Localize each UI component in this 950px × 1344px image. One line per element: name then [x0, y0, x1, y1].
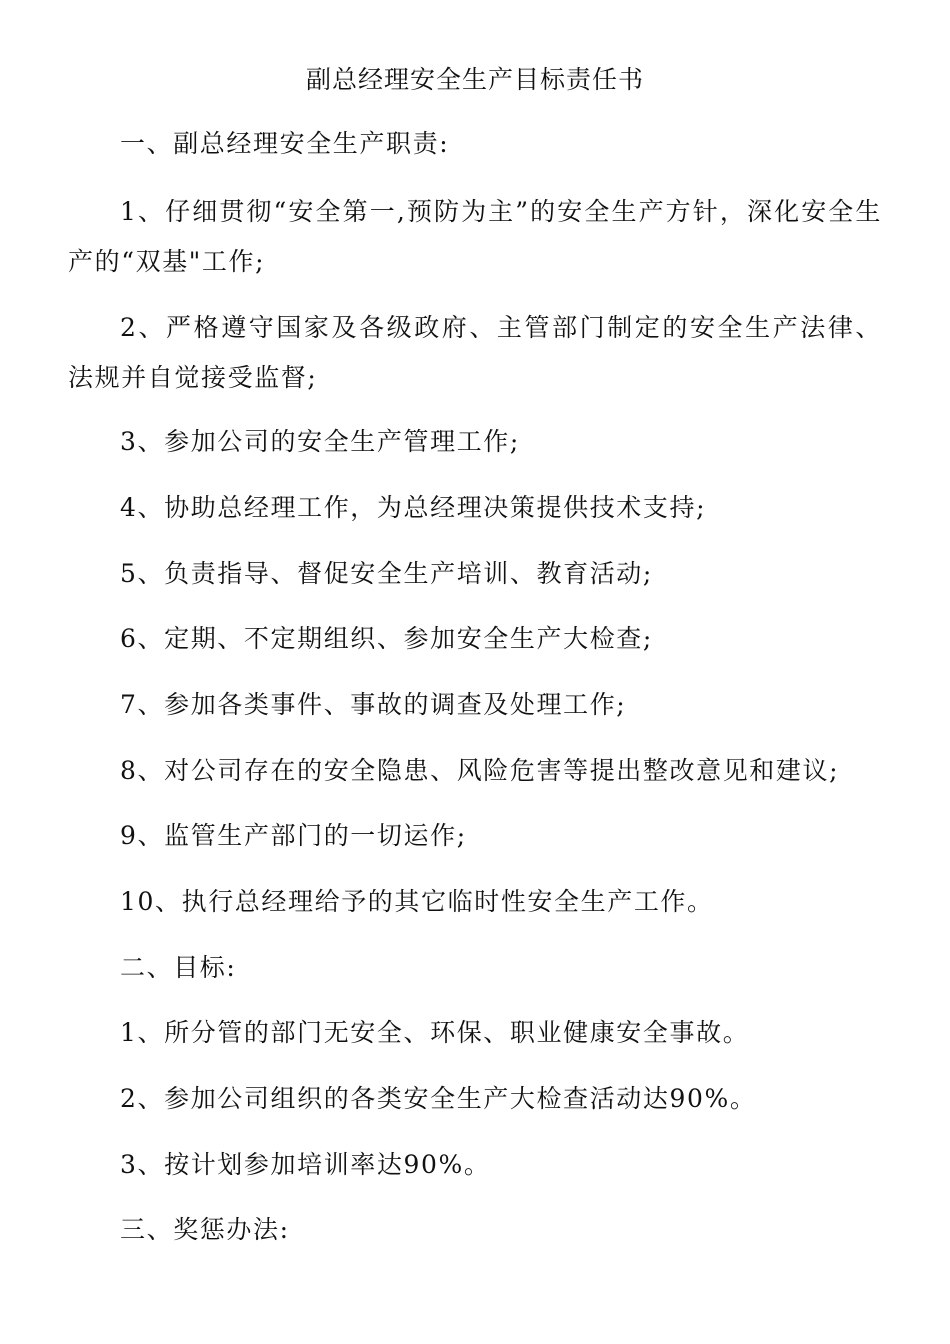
- goal-item-3: 3、按计划参加培训率达90%。: [120, 1150, 491, 1179]
- duty-item-10: 10、执行总经理给予的其它临时性安全生产工作。: [120, 887, 714, 916]
- duty-item-6: 6、定期、不定期组织、参加安全生产大检查;: [120, 624, 653, 653]
- duty-item-3: 3、参加公司的安全生产管理工作;: [120, 427, 520, 456]
- duty-item-8: 8、对公司存在的安全隐患、风险危害等提出整改意见和建议;: [120, 756, 840, 785]
- duty-item-7: 7、参加各类事件、事故的调查及处理工作;: [120, 690, 627, 719]
- section-heading-goals: 二、目标:: [120, 953, 237, 982]
- section-heading-duties: 一、副总经理安全生产职责:: [120, 129, 450, 158]
- goal-item-2: 2、参加公司组织的各类安全生产大检查活动达90%。: [120, 1084, 757, 1113]
- duty-item-1: 1、仔细贯彻“安全第一,预防为主”的安全生产方针，深化安全生产的“双基"工作;: [68, 197, 882, 276]
- duty-item-9: 9、监管生产部门的一切运作;: [120, 821, 467, 850]
- document-title: 副总经理安全生产目标责任书: [305, 65, 644, 94]
- duty-item-2: 2、严格遵守国家及各级政府、主管部门制定的安全生产法律、法规并自觉接受监督;: [68, 313, 882, 392]
- duty-item-4: 4、协助总经理工作，为总经理决策提供技术支持;: [120, 493, 707, 522]
- goal-item-1: 1、所分管的部门无安全、环保、职业健康安全事故。: [120, 1018, 750, 1047]
- section-heading-rewards: 三、奖惩办法:: [120, 1215, 290, 1244]
- duty-item-5: 5、负责指导、督促安全生产培训、教育活动;: [120, 559, 653, 588]
